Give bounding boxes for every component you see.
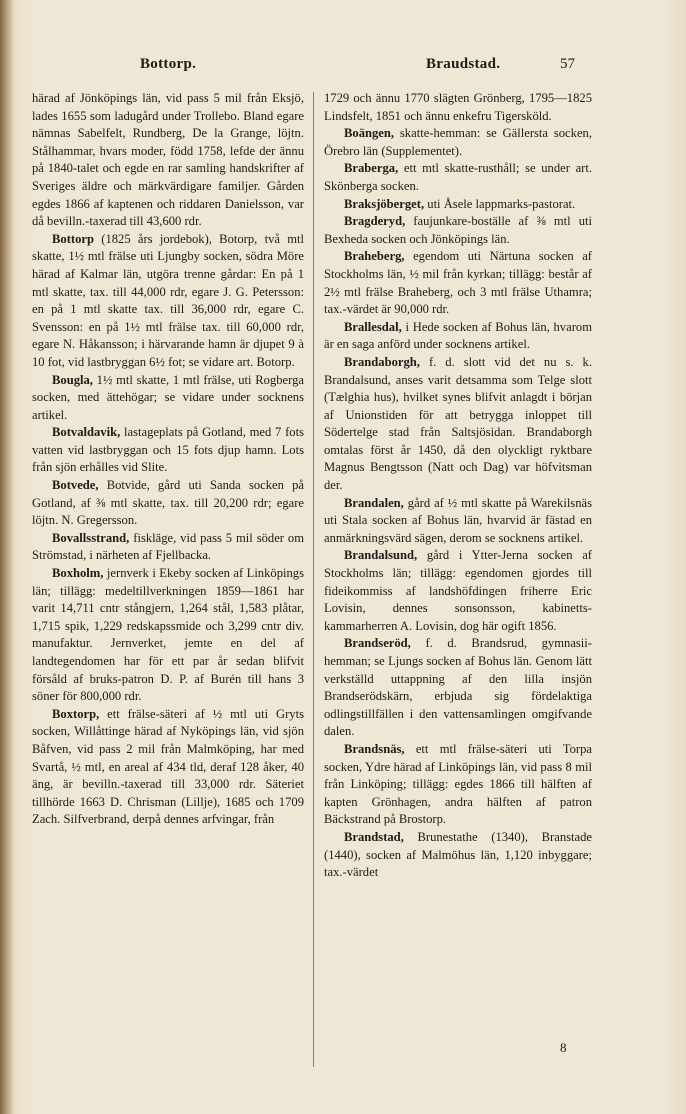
dictionary-entry (324, 213, 592, 248)
entry-text: (1825 års jordebok), Botorp, två mtl skatte, 1½ mtl frälse uti Ljungby socken, södra Möre härad af Kalmar län, utgöra trenne gårdar: En på 1 mtl skatte, tax. till 44,000 rdr, egare J. G. Petersson: en på 1 mtl skatte tax. till 36,000 rdr, egare C. Svensson: en på 1½ mtl frälse tax. till 60,000 rdr, egare N. Håkansson; i härvarande hamn är djupet 9 à 10 fot, vid lastbryggan 6½ fot; se vidare art. Botorp. (32, 231, 304, 369)
entry-headword: Brandstad, (344, 829, 404, 844)
entry-text: egendom uti Närtuna socken af Stockholms län, ½ mil från kyrkan; tillägg: består af 2½ mtl frälse Braheberg, och 3 mtl frälse Uthamra; tax.-värdet är 90,000 rdr. (324, 249, 592, 317)
entry-text: uti Åsele lappmarks-pastorat. (427, 196, 576, 211)
header-right-title: Braudstad. (426, 56, 501, 72)
entry-headword: Boängen, (344, 126, 395, 141)
dictionary-entry (32, 565, 304, 706)
entry-text: Brunestathe (1340), Branstade (1440), socken af Malmöhus län, 1,120 inbyggare; tax.-värdet (324, 829, 592, 880)
dictionary-entry (324, 90, 592, 125)
entry-headword: Braheberg, (344, 249, 405, 264)
entry-headword: Botvaldavik, (52, 425, 121, 440)
column-divider (313, 92, 314, 1067)
dictionary-entry (324, 196, 592, 214)
entry-text: härad af Jönköpings län, vid pass 5 mil från Eksjö, lades 1655 som ladugård under Trollebo. Bland egare nämnas Sabelfelt, Rundberg, De la Grange, löjtn. Stålhammar, hvars moder, född 1758, lefde der ännu på 1840-talet och egde en rar samling handskrifter af Sveriges äldre och märkvärdigare familjer. Gården egdes 1866 af kaptenen och riddaren Danielsson, var då bevilln.-taxerad till 43,600 rdr. (32, 91, 304, 229)
entry-text: ett frälse-säteri af ½ mtl uti Gryts socken, Willåttinge härad af Nyköpings län, vid sjön Båfven, vid pass 2 mil från Malmköping, har med Svartå, ½ mtl, en areal af 434 tld, deraf 128 åker, 40 äng, är bevilln.-taxerad till 33,000 rdr. Säteriet tillhörde 1663 D. Chrisman (Lillje), 1685 och 1709 Zach. Silfverbrand, derpå dennes arfvingar, från (32, 706, 304, 827)
entry-text: lastageplats på Gotland, med 7 fots vatten vid lastbryggan och 15 fots djup hamn. Lots från sjön erhålles vid Slite. (32, 425, 304, 475)
right-column (324, 90, 592, 882)
dictionary-entry (32, 90, 304, 231)
dictionary-entry (324, 248, 592, 318)
entry-text: f. d. slott vid det nu s. k. Brandalsund, anses varit detsamma som Telge slott (Tælghia hus), hvilket synes blifvit anlagdt i början af Unionstiden för att betrygga inloppet till Södertelge stad från Saltsjösidan. Brandaborgh omtalas först år 1450, då den olyckligt ryktbare Magnus Bengtsson (Natt och Dag) var höfvitsman der. (324, 354, 592, 493)
signature-mark: 8 (560, 1040, 567, 1055)
dictionary-entry (324, 354, 592, 495)
entry-headword: Bovallsstrand, (52, 530, 130, 545)
entry-headword: Bottorp (52, 231, 94, 246)
entry-text: ett mtl frälse-säteri uti Torpa socken, Ydre härad af Linköpings län, vid pass 8 mil från Linköping; tillägg: egdes 1866 till hälften af kapten Grönhagen, andra hälften af patron Bäckstrand på Brostorp. (324, 741, 592, 827)
entry-headword: Bragderyd, (344, 214, 406, 229)
entry-headword: Brallesdal, (344, 319, 402, 334)
page-number: 57 (560, 56, 575, 72)
binding-shadow (0, 0, 14, 1114)
left-column (32, 90, 304, 829)
header-left-title: Bottorp. (140, 56, 197, 72)
entry-headword: Brandalen, (344, 495, 404, 510)
dictionary-entry (324, 125, 592, 160)
entry-text: f. d. Brandsrud, gymnasii-hemman; se Ljungs socken af Bohus län. Genom lätt verkställd uttappning af den lilla insjön Brandserödskärn, erbjuda sig fördelaktiga odlingstillfällen i den vattensamlingen omgifvande dalen. (324, 636, 593, 739)
dictionary-entry (324, 319, 592, 354)
dictionary-entry (324, 495, 592, 548)
entry-headword: Boxtorp, (52, 706, 100, 721)
entry-headword: Braberga, (344, 161, 399, 176)
entry-headword: Bougla, (52, 372, 93, 387)
dictionary-entry (32, 424, 304, 477)
dictionary-entry (32, 530, 304, 565)
entry-headword: Brandalsund, (344, 548, 418, 563)
entry-text: jernverk i Ekeby socken af Linköpings län; tillägg: medeltillverkningen 1859—1861 har varit 14,711 cntr stångjern, 1,264 stål, 1,583 plåtar, 1,715 spik, 1,229 redskapssmide och 3,299 cntr div. manufaktur. Jernverket, jemte en del af landtegendomen har för ett par år sedan blifvit försåld af bruks-patron D. P. af Burén till hans 3 söner för 800,000 rdr. (32, 566, 304, 704)
entry-headword: Brandseröd, (344, 636, 411, 651)
dictionary-entry (32, 477, 304, 530)
entry-headword: Brandaborgh, (344, 354, 420, 369)
entry-text: faujunkare-boställe af ⅜ mtl uti Bexheda socken och Jönköpings län. (324, 214, 593, 246)
entry-headword: Brandsnäs, (344, 741, 405, 756)
running-header (0, 56, 686, 80)
entry-text: 1½ mtl skatte, 1 mtl frälse, uti Rogberga socken, med ättehögar; se vidare under socknens artikel. (32, 372, 304, 422)
dictionary-entry (324, 741, 592, 829)
entry-headword: Braksjöberget, (344, 196, 425, 211)
dictionary-entry (324, 829, 592, 882)
entry-text: Botvide, gård uti Sanda socken på Gotland, af ⅜ mtl skatte, tax. till 20,200 rdr; egare löjtn. N. Gregersson. (32, 478, 304, 528)
entry-text: skatte-hemman: se Gällersta socken, Örebro län (Supplementet). (324, 126, 592, 158)
dictionary-entry (32, 231, 304, 372)
entry-text: fiskläge, vid pass 5 mil söder om Strömstad, i närheten af Fjellbacka. (32, 530, 304, 563)
entry-text: gård i Ytter-Jerna socken af Stockholms län; tillägg: egendomen gjordes till fideikommiss af landshöfdingen friherre Eric Lovisin, dennes sonsonsson, kabinetts-kammarherren A. Lovisin, dog här ogift 1856. (324, 548, 592, 633)
dictionary-entry (32, 372, 304, 425)
entry-text: i Hede socken af Bohus län, hvarom är en saga anförd under socknens artikel. (324, 319, 592, 352)
entry-text: gård af ½ mtl skatte på Warekilsnäs uti Stala socken af Bohus län, hvarvid är fästad en anmärkningsvärd sägen, derom se socknens artikel. (324, 495, 593, 545)
entry-text: 1729 och ännu 1770 slägten Grönberg, 1795—1825 Lindsfelt, 1851 och ännu enkefru Tigersköld. (324, 91, 592, 123)
entry-headword: Boxholm, (52, 566, 104, 581)
dictionary-entry (324, 635, 592, 741)
entry-text: ett mtl skatte-rusthåll; se under art. Skönberga socken. (324, 161, 593, 193)
entry-headword: Botvede, (52, 478, 99, 493)
dictionary-entry (324, 160, 592, 195)
dictionary-entry (32, 706, 304, 829)
dictionary-entry (324, 547, 592, 635)
